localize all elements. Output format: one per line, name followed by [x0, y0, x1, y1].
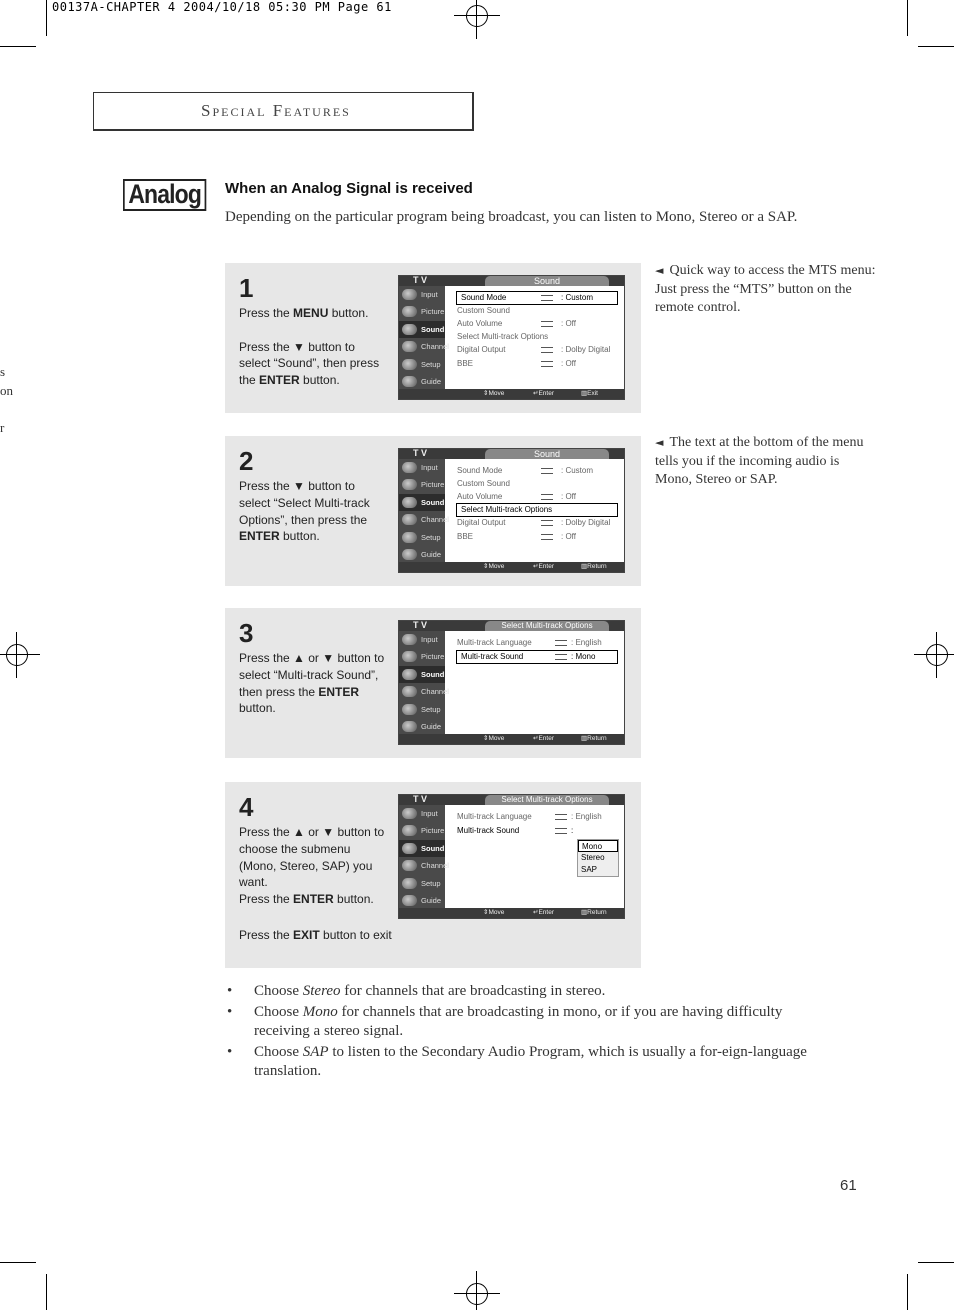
option-bullet-list	[225, 982, 815, 1083]
tv-menu-screenshot: T V Select Multi-track Options Input Picture Sound Channel Setup Guide Multi-track Language : English Multi-track Sound : Mono Stereo SAP ⇕ Move ↵ Enter ▥ Return	[398, 794, 625, 919]
guide-icon	[402, 376, 417, 387]
input-icon	[402, 289, 417, 300]
step-number: 4	[239, 792, 254, 822]
stray-text: s	[0, 364, 6, 379]
menu-sidebar: Input Picture Sound Channel Setup Guide	[399, 286, 445, 389]
stray-text: r	[0, 420, 5, 435]
multi-track-submenu: Mono Stereo SAP	[577, 839, 619, 877]
registration-mark-bottom	[460, 1277, 494, 1310]
note-arrow-icon: ◄	[655, 436, 664, 449]
setup-icon	[402, 704, 417, 715]
menu-sidebar: Input Picture Sound Channel Setup Guide	[399, 459, 445, 562]
page-heading: When an Analog Signal is received	[225, 180, 473, 197]
sound-icon	[402, 324, 417, 335]
tv-menu-screenshot: T V Sound Input Picture Sound Channel Setup Guide Sound Mode : Custom Custom Sound Auto Volume : Off Select Multi-track Options Digital Output : Dolby Digital BBE : Off ⇕ Move ↵ Enter ▥ Return	[398, 448, 625, 573]
crop-mark	[46, 1274, 47, 1310]
setup-icon	[402, 359, 417, 370]
channel-icon	[402, 860, 417, 871]
menu-sidebar: Input Picture Sound Channel Setup Guide	[399, 631, 445, 734]
tv-menu-screenshot: T V Select Multi-track Options Input Picture Sound Channel Setup Guide Multi-track Language : English Multi-track Sound : Mono ⇕ Move ↵ Enter ▥ Return	[398, 620, 625, 745]
step-instructions: Press the ▼ button to select “Select Multi-track Options”, then press the ENTER button.	[239, 479, 370, 544]
menu-title: Sound	[485, 276, 609, 286]
crop-mark	[907, 1274, 908, 1310]
tv-menu-screenshot: T V Sound Input Picture Sound Channel Setup Guide Sound Mode : Custom Custom Sound Auto Volume : Off Select Multi-track Options Digital Output : Dolby Digital BBE : Off ⇕ Move ↵ Enter ▥ Exit	[398, 275, 625, 400]
intro-paragraph: Depending on the particular program being broadcast, you can listen to Mono, Stereo or a SAP.	[225, 209, 798, 225]
picture-icon	[402, 825, 417, 836]
input-icon	[402, 634, 417, 645]
step-instructions: Press the ▲ or ▼ button to choose the submenu (Mono, Stereo, SAP) you want. Press the ENTER button.	[239, 825, 385, 907]
input-icon	[402, 462, 417, 473]
analog-badge: Analog	[123, 179, 206, 211]
step-2-panel	[225, 436, 641, 586]
channel-icon	[402, 686, 417, 697]
setup-icon	[402, 878, 417, 889]
menu-sidebar: Input Picture Sound Channel Setup Guide	[399, 805, 445, 908]
section-header-box	[93, 92, 474, 131]
print-slug: 00137A-CHAPTER 4 2004/10/18 05:30 PM Page 61	[52, 0, 392, 14]
stray-text: on	[0, 383, 13, 398]
side-note-mts: ◄ Quick way to access the MTS menu: Just press the “MTS” button on the remote control.	[655, 263, 876, 315]
guide-icon	[402, 549, 417, 560]
exit-instruction: Press the EXIT button to exit	[239, 928, 392, 942]
sound-icon	[402, 669, 417, 680]
list-item: • Choose SAP to listen to the Secondary Audio Program, which is usually a for-eign-language translation.	[225, 1043, 815, 1081]
note-arrow-icon: ◄	[655, 264, 664, 277]
sound-icon	[402, 843, 417, 854]
menu-title: Sound	[485, 449, 609, 459]
side-note-audio: ◄ The text at the bottom of the menu tells you if the incoming audio is Mono, Stereo or SAP.	[655, 435, 864, 487]
registration-mark-top	[460, 0, 494, 33]
crop-mark	[0, 46, 36, 47]
registration-mark-left	[0, 638, 34, 672]
crop-mark	[907, 0, 908, 36]
step-3-panel	[225, 608, 641, 758]
step-1-panel	[225, 263, 641, 413]
channel-icon	[402, 514, 417, 525]
sound-icon	[402, 497, 417, 508]
picture-icon	[402, 651, 417, 662]
guide-icon	[402, 895, 417, 906]
registration-mark-right	[920, 638, 954, 672]
picture-icon	[402, 306, 417, 317]
picture-icon	[402, 479, 417, 490]
input-icon	[402, 808, 417, 819]
guide-icon	[402, 721, 417, 732]
section-title: Special Features	[201, 101, 351, 120]
step-number: 1	[239, 273, 254, 303]
page-number: 61	[840, 1177, 857, 1194]
crop-mark	[918, 1262, 954, 1263]
crop-mark	[46, 0, 47, 36]
step-instructions: Press the MENU button. Press the ▼ button to select “Sound”, then press the ENTER button.	[239, 306, 380, 388]
channel-icon	[402, 341, 417, 352]
list-item: • Choose Stereo for channels that are broadcasting in stereo.	[225, 982, 815, 1001]
step-number: 2	[239, 446, 254, 476]
menu-title: Select Multi-track Options	[485, 795, 609, 805]
step-number: 3	[239, 618, 254, 648]
setup-icon	[402, 532, 417, 543]
crop-mark	[918, 46, 954, 47]
step-instructions: Press the ▲ or ▼ button to select “Multi-track Sound”, then press the ENTER button.	[239, 651, 385, 716]
list-item: • Choose Mono for channels that are broadcasting in mono, or if you are having difficulty receiving a stereo signal.	[225, 1003, 815, 1041]
crop-mark	[0, 1262, 36, 1263]
menu-title: Select Multi-track Options	[485, 621, 609, 631]
step-4-panel	[225, 782, 641, 968]
